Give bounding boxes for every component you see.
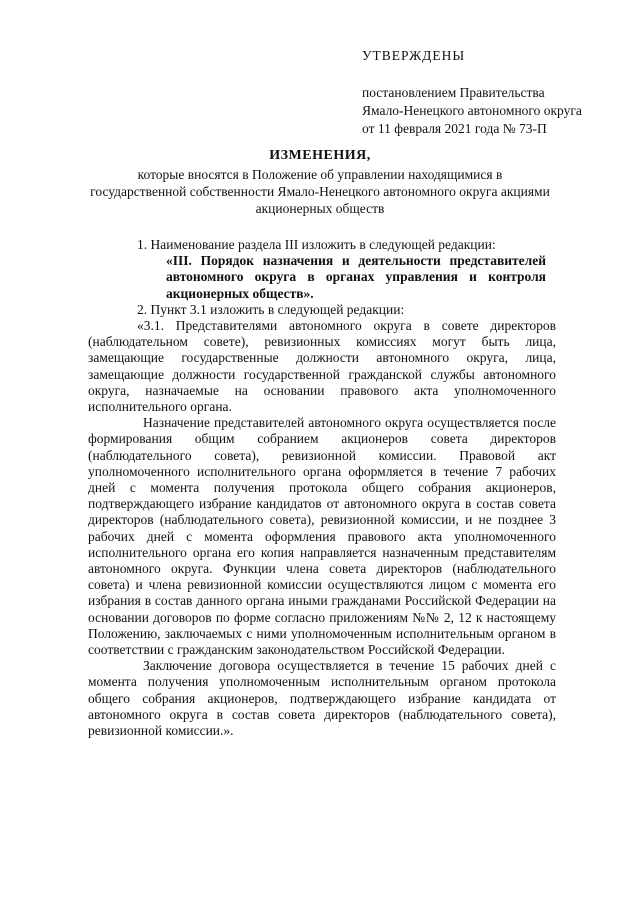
approval-block — [362, 47, 582, 138]
amendment-item-2: 2. Пункт 3.1 изложить в следующей редакции: — [137, 301, 405, 317]
document-heading — [90, 147, 550, 217]
document-title: ИЗМЕНЕНИЯ, — [269, 148, 371, 163]
section-title-text: III. Порядок назначения и деятельности представителей автономного округа в органах управления и контроля акционерных обществ — [166, 253, 546, 301]
document-body — [88, 237, 556, 739]
approval-line: от 11 февраля 2021 года № 73-П — [362, 121, 547, 136]
paragraph: Назначение представителей автономного округа осуществляется после формирования общим собранием акционеров совета директоров (наблюдательного совета), ревизионной комиссии. Правовой акт уполномоченного исполнительного органа оформляется в течение 7 рабочих дней с момента получения протокола общего собрания акционеров, подтверждающего избрание кандидатов от автономного округа в состав совета директоров (наблюдательного совета), ревизионной комиссии, и не позднее 3 рабочих дней с момента оформления правового акта уполномоченного исполнительного органа его копия направляется назначенным представителям автономного округа. Функции члена совета директоров (наблюдательного совета) и члена ревизионной комиссии осуществляются лицом с момента его избрания в состав данного органа иными гражданами Российской Федерации на основании договоров по форме согласно приложениям №№ 2, 12 к настоящему Положению, заключаемых с ними уполномоченным исполнительным органом в соответствии с гражданским законодательством Российской Федерации. — [88, 415, 556, 658]
quote-close: ». — [303, 285, 314, 301]
section-title — [88, 253, 556, 302]
approval-line: Ямало-Ненецкого автономного округа — [362, 103, 582, 118]
approval-title: УТВЕРЖДЕНЫ — [362, 48, 466, 63]
document-subtitle: которые вносятся в Положение об управлении находящимися в государственной собственности Ямало-Ненецкого автономного округа акциями акционерных обществ — [90, 167, 550, 216]
paragraph: Заключение договора осуществляется в течение 15 рабочих дней с момента получения уполномоченным исполнительным органом протокола общего собрания акционеров, подтверждающего избрание кандидата от автономного округа в состав совета директоров (наблюдательного совета), ревизионной комиссии.». — [88, 658, 556, 739]
quote-open: « — [166, 253, 173, 269]
approval-line: постановлением Правительства — [362, 85, 545, 100]
paragraph: «3.1. Представителями автономного округа в совете директоров (наблюдательном совете), ревизионных комиссиях могут быть лица, замещающие государственные должности автономного округа, лица, замещающие должности государственной гражданской службы автономного округа, назначаемые на основании правового акта уполномоченного исполнительного органа. — [88, 318, 556, 415]
amendment-item-1: 1. Наименование раздела III изложить в следующей редакции: — [137, 237, 496, 252]
